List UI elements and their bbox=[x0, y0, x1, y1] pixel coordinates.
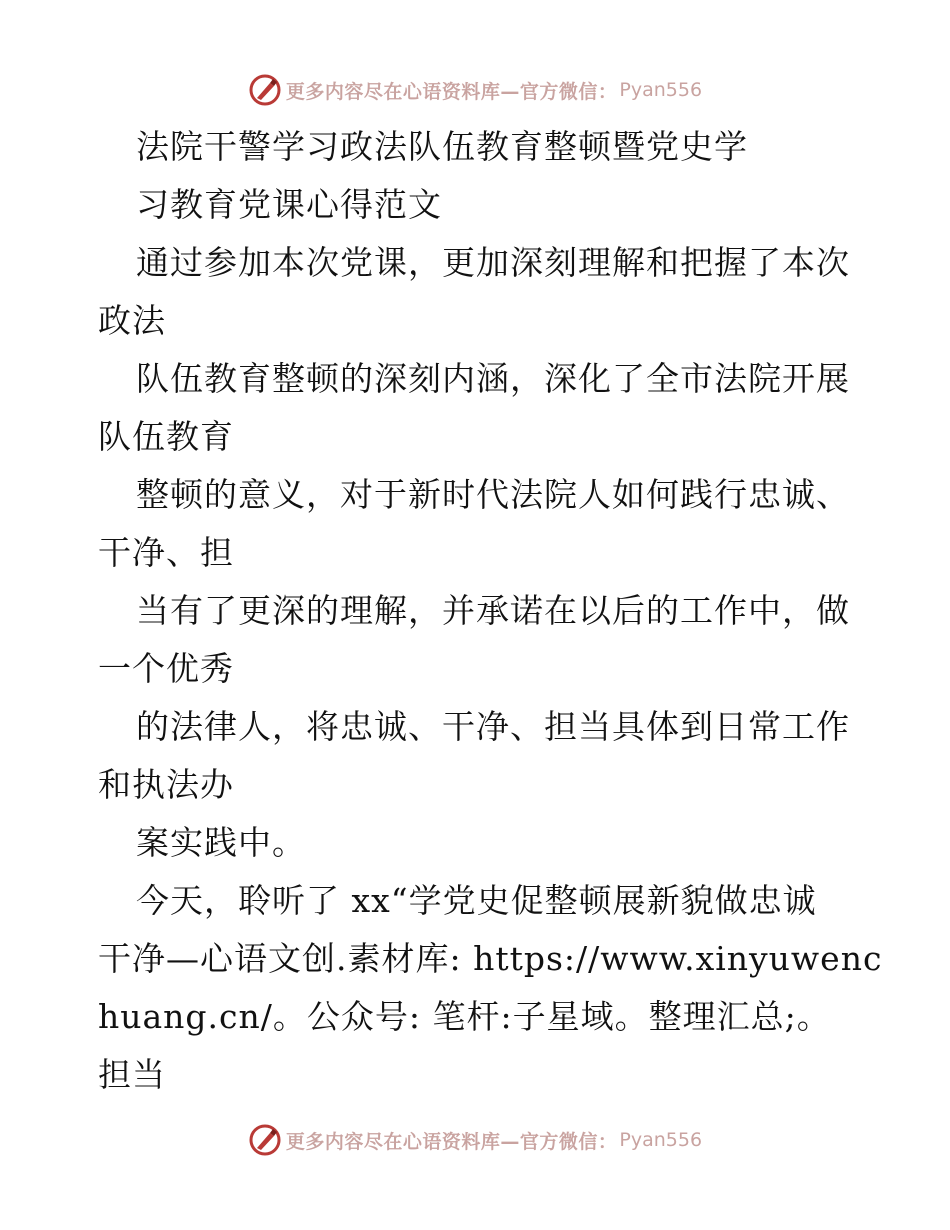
text-line: 和执法办 bbox=[98, 765, 234, 804]
pen-logo-icon bbox=[248, 1123, 282, 1157]
header-watermark bbox=[0, 70, 950, 110]
document-body bbox=[98, 118, 883, 1104]
text-line: 习教育党课心得范文 bbox=[136, 185, 442, 224]
text-line: 法院干警学习政法队伍教育整顿暨党史学 bbox=[136, 127, 748, 166]
pen-logo-icon bbox=[248, 73, 282, 107]
text-line: 队伍教育 bbox=[98, 417, 234, 456]
watermark-site-text: 更多内容尽在心语资料库—官方微信： bbox=[285, 80, 618, 103]
watermark-site-text: 更多内容尽在心语资料库—官方微信： bbox=[285, 1130, 618, 1153]
text-line: 干净、担 bbox=[98, 533, 234, 572]
text-line: 当有了更深的理解，并承诺在以后的工作中，做 bbox=[136, 591, 850, 630]
text-line: 案实践中。 bbox=[136, 823, 306, 862]
text-line: 干净—心语文创.素材库: https://www.xinyuwenc bbox=[98, 939, 883, 978]
text-line: huang.cn/。公众号: 笔杆:子星域。整理汇总;。 bbox=[98, 997, 831, 1036]
text-line: 的法律人，将忠诚、干净、担当具体到日常工作 bbox=[136, 707, 850, 746]
text-line: 一个优秀 bbox=[98, 649, 234, 688]
text-line: 通过参加本次党课，更加深刻理解和把握了本次 bbox=[136, 243, 850, 282]
text-line: 队伍教育整顿的深刻内涵，深化了全市法院开展 bbox=[136, 359, 850, 398]
text-line: 今天，聆听了 xx“学党史促整顿展新貌做忠诚 bbox=[136, 881, 817, 920]
footer-watermark bbox=[0, 1120, 950, 1160]
watermark-wechat-id: Pyan556 bbox=[619, 79, 703, 101]
watermark-wechat-id: Pyan556 bbox=[619, 1129, 703, 1151]
text-line: 整顿的意义，对于新时代法院人如何践行忠诚、 bbox=[136, 475, 850, 514]
text-line: 担当 bbox=[98, 1055, 166, 1094]
text-line: 政法 bbox=[98, 301, 166, 340]
